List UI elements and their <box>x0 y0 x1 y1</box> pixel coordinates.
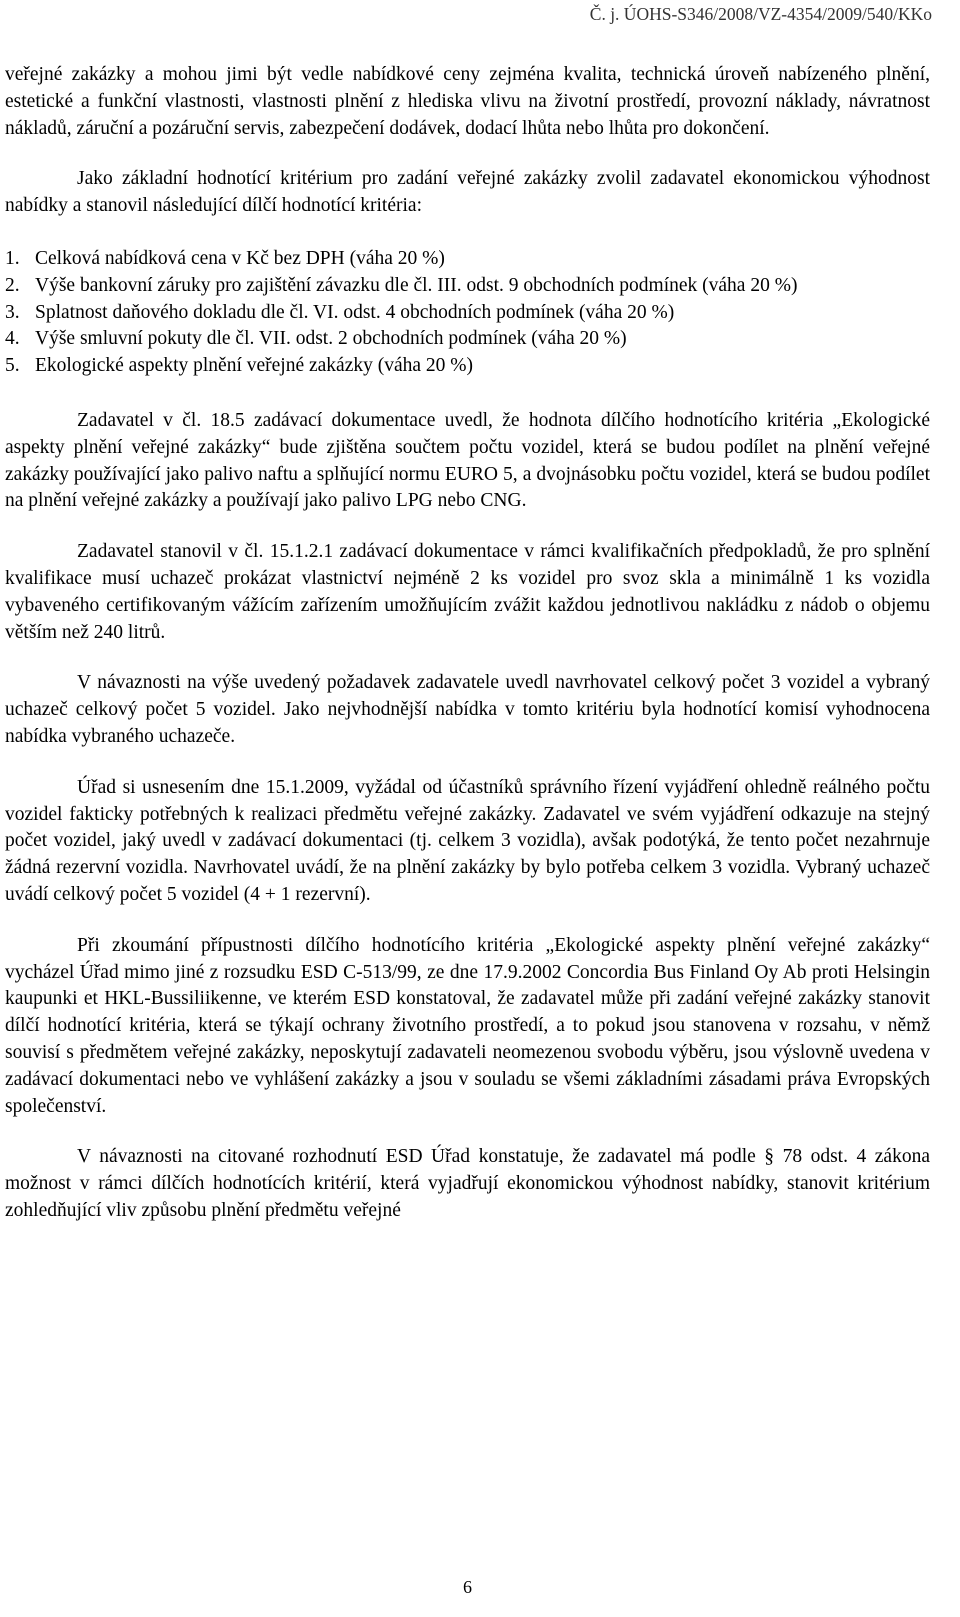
paragraph-evaluation-criterion: Jako základní hodnotící kritérium pro zadání veřejné zakázky zvolil zadavatel ekonomickou výhodnost nabídky a stanovil následující dílčí hodnotící kritéria: <box>5 168 930 217</box>
list-item: 5. Ekologické aspekty plnění veřejné zakázky (váha 20 %) <box>5 355 474 377</box>
paragraph-qualification: Zadavatel stanovil v čl. 15.1.2.1 zadávací dokumentace v rámci kvalifikačních předpokladů, že pro splnění kvalifikace musí uchazeč prokázat vlastnictví nejméně 2 ks vozidel pro svoz skla a minimálně 1 ks vozidla vybaveného certifikovaným vážícím zařízením umožňujícím zvážit každou jednotlivou nakládku z nádob o objemu větším než 240 litrů. <box>5 541 930 643</box>
list-item: 4. Výše smluvní pokuty dle čl. VII. odst. 2 obchodních podmínek (váha 20 %) <box>5 328 627 350</box>
list-item: 1. Celková nabídková cena v Kč bez DPH (váha 20 %) <box>5 247 445 269</box>
paragraph-esd-judgment: Při zkoumání přípustnosti dílčího hodnotícího kritéria „Ekologické aspekty plnění veřejné zakázky“ vycházel Úřad mimo jiné z rozsudku ESD C-513/99, ze dne 17.9.2002 Concordia Bus Finland Oy Ab proti Helsingin kaupunki et HKL-Bussiliikenne, ve kterém ESD konstatoval, že zadavatel může při zadání veřejné zakázky stanovit dílčí hodnotící kritéria, která se týkají ochrany životního prostředí, a to pokud jsou stanovena v rozsahu, v němž souvisí s předmětem veřejné zakázky, neposkytují zadavateli neomezenou svobodu výběru, jsou výslovně uvedena v zadávací dokumentaci nebo ve vyhlášení zakázky a jsou v souladu se všemi základními zásadami práva Evropských společenství. <box>5 934 930 1117</box>
list-item: 3. Splatnost daňového dokladu dle čl. VI. odst. 4 obchodních podmínek (váha 20 %) <box>5 301 675 323</box>
case-reference: Č. j. ÚOHS-S346/2008/VZ-4354/2009/540/KKo <box>589 4 932 24</box>
criteria-list <box>5 246 930 380</box>
paragraph-vehicle-counts: V návaznosti na výše uvedený požadavek zadavatele uvedl navrhovatel celkový počet 3 vozidel a vybraný uchazeč celkový počet 5 vozidel. Jako nejvhodnější nabídka v tomto kritériu byla hodnotící komisí vyhodnocena nabídka vybraného uchazeče. <box>5 672 930 747</box>
paragraph-ecological-criterion: Zadavatel v čl. 18.5 zadávací dokumentace uvedl, že hodnota dílčího hodnotícího kritéria „Ekologické aspekty plnění veřejné zakázky“ bude zjištěna součtem počtu vozidel, která se budou podílet na plnění veřejné zakázky používající jako palivo naftu a splňující normu EURO 5, a dvojnásobku počtu vozidel, která se budou podílet na plnění veřejné zakázky a používají jako palivo LPG nebo CNG. <box>5 409 930 512</box>
paragraph-conclusion: V návaznosti na citované rozhodnutí ESD Úřad konstatuje, že zadavatel má podle § 78 odst. 4 zákona možnost v rámci dílčích hodnotících kritérií, která vyjadřují ekonomickou výhodnost nabídky, stanovit kritérium zohledňující vliv způsobu plnění předmětu veřejné <box>5 1146 930 1221</box>
list-item: 2. Výše bankovní záruky pro zajištění závazku dle čl. III. odst. 9 obchodních podmínek (váha 20 %) <box>5 274 798 296</box>
paragraph-continuation: veřejné zakázky a mohou jimi být vedle nabídkové ceny zejména kvalita, technická úroveň nabízeného plnění, estetické a funkční vlastnosti, vlastnosti plnění z hlediska vlivu na životní prostředí, provozní náklady, návratnost nákladů, záruční a pozáruční servis, zabezpečení dodávek, dodací lhůta nebo lhůta pro dokončení. <box>5 64 930 139</box>
paragraph-office-request: Úřad si usnesením dne 15.1.2009, vyžádal od účastníků správního řízení vyjádření ohledně reálného počtu vozidel fakticky potřebných k realizaci předmětu veřejné zakázky. Zadavatel ve svém vyjádření odkazuje na stejný počet vozidel, jaký uvedl v zadávací dokumentaci (tj. celkem 3 vozidla), avšak podotýká, že tento počet nezahrnuje žádná rezervní vozidla. Navrhovatel uvádí, že na plnění zakázky by bylo potřeba celkem 3 vozidla. Vybraný uchazeč uvádí celkový počet 5 vozidel (4 + 1 rezervní). <box>5 776 930 905</box>
document-body <box>5 62 930 1225</box>
page-number: 6 <box>463 1577 472 1597</box>
